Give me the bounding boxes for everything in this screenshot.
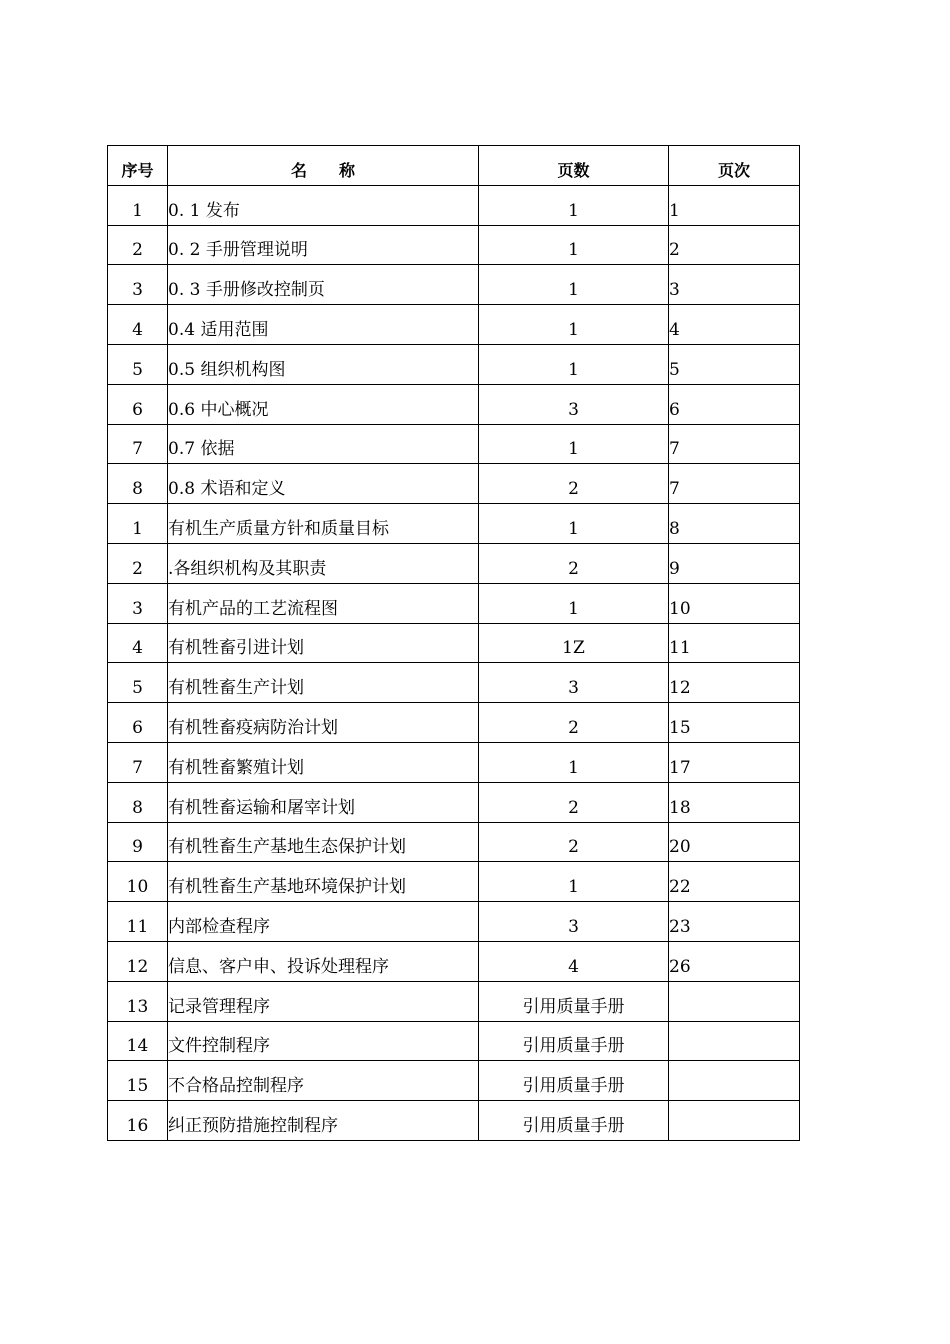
- table-row: [108, 941, 800, 981]
- cell-page-no: 2: [669, 225, 800, 265]
- cell-seq: 10: [108, 862, 168, 902]
- cell-seq: 9: [108, 822, 168, 862]
- cell-page-no: 15: [669, 703, 800, 743]
- cell-pages: 1Z: [479, 623, 669, 663]
- cell-name: 有机牲畜繁殖计划: [168, 742, 479, 782]
- header-page-no: 页次: [669, 146, 800, 186]
- cell-pages: 3: [479, 384, 669, 424]
- cell-page-no: 12: [669, 663, 800, 703]
- cell-pages: 引用质量手册: [479, 1101, 669, 1141]
- cell-page-no: 11: [669, 623, 800, 663]
- table-row: [108, 663, 800, 703]
- cell-pages: 1: [479, 185, 669, 225]
- cell-page-no: 5: [669, 344, 800, 384]
- cell-seq: 8: [108, 464, 168, 504]
- cell-seq: 7: [108, 424, 168, 464]
- cell-pages: 3: [479, 902, 669, 942]
- cell-page-no: [669, 981, 800, 1021]
- cell-page-no: 7: [669, 464, 800, 504]
- cell-name: 有机牲畜运输和屠宰计划: [168, 782, 479, 822]
- cell-seq: 2: [108, 543, 168, 583]
- cell-pages: 1: [479, 305, 669, 345]
- cell-page-no: 1: [669, 185, 800, 225]
- cell-name: 有机牲畜生产计划: [168, 663, 479, 703]
- table-row: [108, 424, 800, 464]
- table-row: [108, 384, 800, 424]
- cell-page-no: [669, 1021, 800, 1061]
- cell-seq: 4: [108, 623, 168, 663]
- table-row: [108, 1061, 800, 1101]
- cell-page-no: 8: [669, 504, 800, 544]
- cell-seq: 3: [108, 583, 168, 623]
- table-row: [108, 1101, 800, 1141]
- header-name: 名 称: [168, 146, 479, 186]
- cell-seq: 16: [108, 1101, 168, 1141]
- cell-pages: 2: [479, 822, 669, 862]
- cell-page-no: 9: [669, 543, 800, 583]
- cell-page-no: 6: [669, 384, 800, 424]
- cell-seq: 15: [108, 1061, 168, 1101]
- cell-seq: 2: [108, 225, 168, 265]
- cell-pages: 1: [479, 504, 669, 544]
- cell-name: 有机生产质量方针和质量目标: [168, 504, 479, 544]
- cell-page-no: 3: [669, 265, 800, 305]
- table-row: [108, 344, 800, 384]
- cell-name: 有机牲畜生产基地环境保护计划: [168, 862, 479, 902]
- table-row: [108, 981, 800, 1021]
- table-row: [108, 504, 800, 544]
- cell-name: 0. 1 发布: [168, 185, 479, 225]
- cell-pages: 引用质量手册: [479, 1021, 669, 1061]
- cell-seq: 5: [108, 663, 168, 703]
- cell-seq: 7: [108, 742, 168, 782]
- cell-name: 有机牲畜生产基地生态保护计划: [168, 822, 479, 862]
- table-row: [108, 185, 800, 225]
- cell-pages: 2: [479, 464, 669, 504]
- cell-page-no: 26: [669, 941, 800, 981]
- cell-seq: 6: [108, 703, 168, 743]
- cell-seq: 8: [108, 782, 168, 822]
- table-row: [108, 464, 800, 504]
- cell-seq: 5: [108, 344, 168, 384]
- cell-name: 有机产品的工艺流程图: [168, 583, 479, 623]
- cell-pages: 1: [479, 265, 669, 305]
- cell-page-no: 10: [669, 583, 800, 623]
- cell-seq: 11: [108, 902, 168, 942]
- cell-seq: 1: [108, 504, 168, 544]
- cell-seq: 14: [108, 1021, 168, 1061]
- cell-page-no: 17: [669, 742, 800, 782]
- cell-pages: 2: [479, 703, 669, 743]
- cell-name: 0.4 适用范围: [168, 305, 479, 345]
- cell-name: 0.8 术语和定义: [168, 464, 479, 504]
- table-row: [108, 543, 800, 583]
- table-row: [108, 902, 800, 942]
- table-row: [108, 265, 800, 305]
- table-row: [108, 822, 800, 862]
- cell-pages: 1: [479, 583, 669, 623]
- cell-name: 0. 2 手册管理说明: [168, 225, 479, 265]
- cell-pages: 3: [479, 663, 669, 703]
- cell-pages: 2: [479, 782, 669, 822]
- cell-seq: 13: [108, 981, 168, 1021]
- header-row: [108, 146, 800, 186]
- cell-name: 记录管理程序: [168, 981, 479, 1021]
- cell-page-no: 4: [669, 305, 800, 345]
- table-row: [108, 305, 800, 345]
- cell-seq: 3: [108, 265, 168, 305]
- cell-name: 有机牲畜疫病防治计划: [168, 703, 479, 743]
- cell-seq: 12: [108, 941, 168, 981]
- table-row: [108, 623, 800, 663]
- cell-pages: 引用质量手册: [479, 981, 669, 1021]
- cell-name: 0. 3 手册修改控制页: [168, 265, 479, 305]
- cell-name: 纠正预防措施控制程序: [168, 1101, 479, 1141]
- table-row: [108, 225, 800, 265]
- table-row: [108, 862, 800, 902]
- cell-pages: 1: [479, 862, 669, 902]
- cell-name: 信息、客户申、投诉处理程序: [168, 941, 479, 981]
- cell-pages: 2: [479, 543, 669, 583]
- cell-pages: 1: [479, 742, 669, 782]
- cell-seq: 1: [108, 185, 168, 225]
- header-seq: 序号: [108, 146, 168, 186]
- cell-name: 不合格品控制程序: [168, 1061, 479, 1101]
- cell-name: 有机牲畜引进计划: [168, 623, 479, 663]
- cell-name: 文件控制程序: [168, 1021, 479, 1061]
- cell-pages: 引用质量手册: [479, 1061, 669, 1101]
- cell-pages: 4: [479, 941, 669, 981]
- cell-page-no: 18: [669, 782, 800, 822]
- cell-pages: 1: [479, 225, 669, 265]
- table-row: [108, 1021, 800, 1061]
- table-row: [108, 583, 800, 623]
- cell-name: 0.5 组织机构图: [168, 344, 479, 384]
- cell-name: .各组织机构及其职责: [168, 543, 479, 583]
- cell-name: 0.6 中心概况: [168, 384, 479, 424]
- table-row: [108, 742, 800, 782]
- cell-page-no: [669, 1061, 800, 1101]
- header-pages: 页数: [479, 146, 669, 186]
- cell-name: 内部检查程序: [168, 902, 479, 942]
- cell-seq: 6: [108, 384, 168, 424]
- contents-table: [107, 145, 800, 1141]
- cell-seq: 4: [108, 305, 168, 345]
- cell-page-no: 23: [669, 902, 800, 942]
- cell-pages: 1: [479, 424, 669, 464]
- table-row: [108, 782, 800, 822]
- cell-page-no: 22: [669, 862, 800, 902]
- cell-name: 0.7 依据: [168, 424, 479, 464]
- cell-page-no: [669, 1101, 800, 1141]
- cell-page-no: 20: [669, 822, 800, 862]
- table-row: [108, 703, 800, 743]
- cell-page-no: 7: [669, 424, 800, 464]
- cell-pages: 1: [479, 344, 669, 384]
